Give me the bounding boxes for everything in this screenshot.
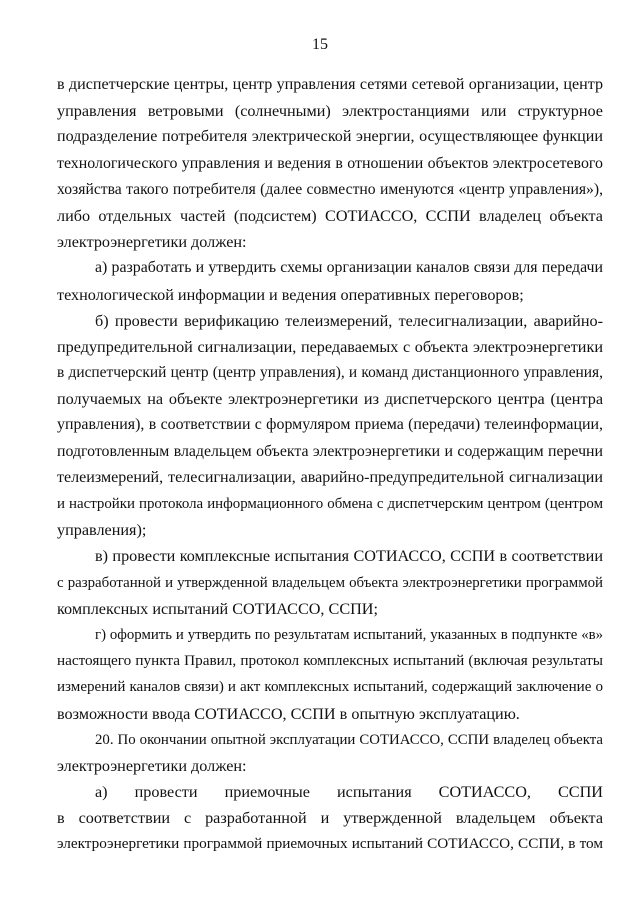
text-line: получаемых на объекте электроэнергетики из диспетчерского центра (центра — [57, 390, 603, 409]
text-line: настоящего пункта Правил, протокол комплексных испытаний (включая результаты — [57, 652, 603, 670]
text-line: с разработанной и утвержденной владельцем объекта электроэнергетики программой — [57, 574, 603, 591]
text-line: технологического управления и ведения в отношении объектов электросетевого — [57, 154, 603, 172]
text-line: управления); — [57, 521, 147, 540]
text-line: электроэнергетики программой приемочных испытаний СОТИАССО, ССПИ, в том — [57, 835, 603, 853]
text-line: управления), в соответствии с формуляром приема (передачи) телеинформации, — [57, 416, 603, 434]
text-line: предупредительной сигнализации, передаваемых с объекта электроэнергетики — [57, 337, 603, 356]
page-number: 15 — [312, 36, 328, 53]
text-line: хозяйства такого потребителя (далее совместно именуются «центр управления»), — [57, 180, 603, 198]
text-line: подразделение потребителя электрической энергии, осуществляющее функции — [57, 128, 603, 146]
text-line: либо отдельных частей (подсистем) СОТИАССО, ССПИ владелец объекта — [57, 206, 603, 225]
text-line: г) оформить и утвердить по результатам испытаний, указанных в подпункте «в» — [95, 626, 603, 643]
text-line: управления ветровыми (солнечными) электростанциями или структурное — [57, 102, 603, 121]
text-line: и настройки протокола информационного обмена с диспетчерским центром (центром — [57, 496, 603, 512]
text-line: электроэнергетики должен: — [57, 233, 247, 252]
text-line: в соответствии с разработанной и утвержденной владельцем объекта — [57, 809, 603, 828]
text-line: подготовленным владельцем объекта электроэнергетики и содержащим перечни — [57, 442, 603, 460]
text-line: комплексных испытаний СОТИАССО, ССПИ; — [57, 599, 378, 618]
text-line: в диспетчерские центры, центр управления сетями сетевой организации, центр — [57, 76, 603, 93]
text-line: измерений каналов связи) и акт комплексных испытаний, содержащий заключение о — [57, 679, 603, 696]
text-line: электроэнергетики должен: — [57, 756, 247, 775]
text-line: б) провести верификацию телеизмерений, телесигнализации, аварийно- — [95, 311, 603, 330]
text-line: в) провести комплексные испытания СОТИАССО, ССПИ в соответствии — [95, 547, 603, 566]
text-line: возможности ввода СОТИАССО, ССПИ в опытную эксплуатацию. — [57, 704, 520, 723]
document-body — [57, 72, 603, 858]
text-line: а) провести приемочные испытания СОТИАССО, ССПИ — [95, 783, 603, 802]
text-line: 20. По окончании опытной эксплуатации СОТИАССО, ССПИ владелец объекта — [95, 731, 603, 748]
text-line: а) разработать и утвердить схемы организации каналов связи для передачи — [95, 259, 603, 277]
text-line: в диспетчерский центр (центр управления), и команд дистанционного управления, — [57, 364, 603, 382]
text-line: телеизмерений, телесигнализации, аварийно-предупредительной сигнализации — [57, 468, 603, 486]
text-line: технологической информации и ведения оперативных переговоров; — [57, 285, 524, 304]
